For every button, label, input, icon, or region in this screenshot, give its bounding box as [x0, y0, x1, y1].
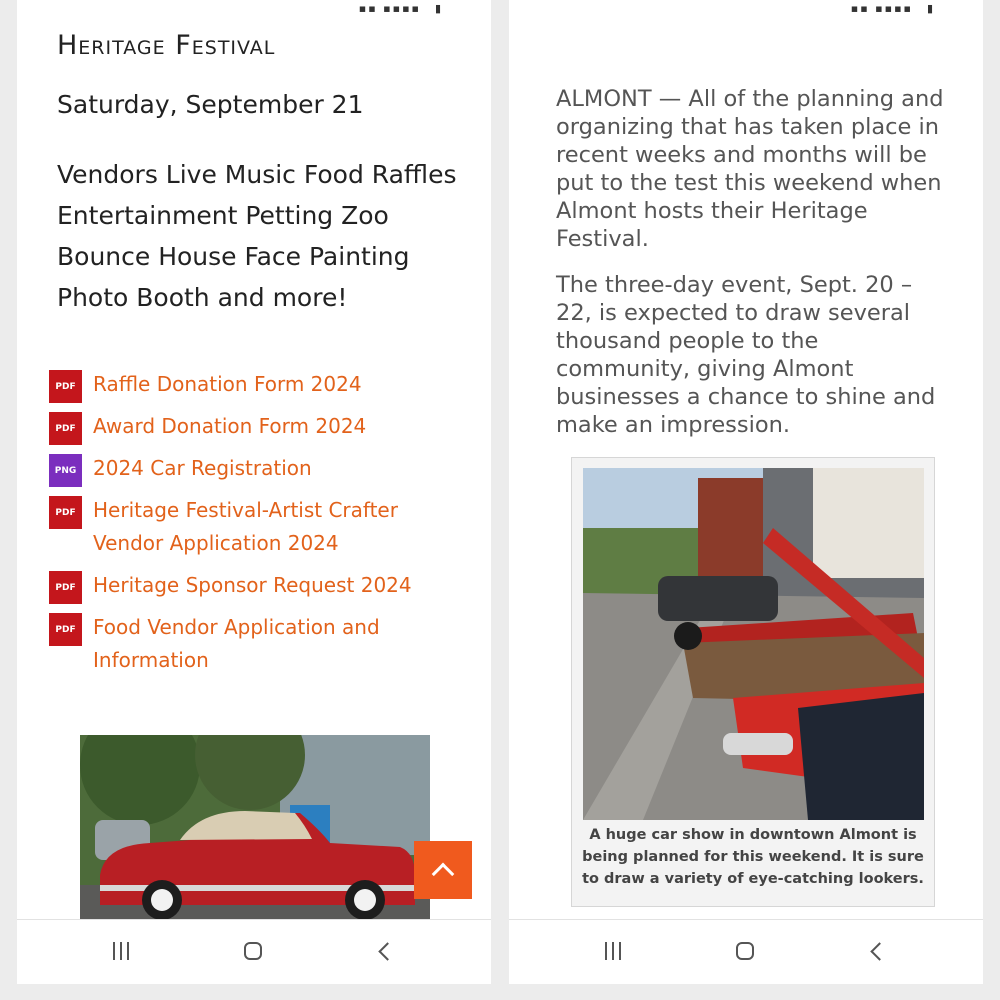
sponsor-request-link[interactable]: Heritage Sponsor Request 2024 [93, 573, 412, 597]
scroll-to-top-button[interactable] [414, 841, 472, 899]
pdf-file-icon: PDF [49, 571, 82, 604]
download-links-list [49, 368, 469, 686]
download-link-item [49, 452, 469, 485]
download-link-item [49, 569, 469, 602]
home-icon [244, 942, 262, 960]
car-registration-link[interactable]: 2024 Car Registration [93, 456, 312, 480]
recent-apps-button[interactable] [593, 938, 633, 968]
recent-apps-icon [612, 942, 614, 960]
home-icon [736, 942, 754, 960]
pdf-file-icon: PDF [49, 496, 82, 529]
back-button[interactable] [859, 938, 899, 968]
vintage-car-photo [80, 735, 430, 920]
download-link-item [49, 368, 469, 401]
event-date: Saturday, September 21 [57, 90, 364, 119]
event-activities: Vendors Live Music Food Raffles Entertainment Petting Zoo Bounce House Face Painting Photo Booth and more! [57, 160, 457, 312]
article-paragraph: ALMONT — All of the planning and organizing that has taken place in recent weeks and months will be put to the test this weekend when Almont hosts their Heritage Festival. [556, 86, 944, 252]
page-title: Heritage Festival [57, 30, 276, 61]
chevron-up-icon [432, 863, 455, 886]
photo-caption: A huge car show in downtown Almont is being planned for this weekend. It is sure to draw a variety of eye-catching lookers. [582, 827, 924, 887]
android-nav-bar [509, 919, 983, 984]
back-icon [870, 942, 888, 960]
status-bar [509, 0, 983, 20]
award-donation-form-link[interactable]: Award Donation Form 2024 [93, 414, 367, 438]
recent-apps-icon [113, 942, 115, 960]
article-body [556, 85, 946, 457]
recent-apps-icon [120, 942, 122, 960]
left-phone-screen [17, 0, 491, 984]
recent-apps-button[interactable] [101, 938, 141, 968]
car-show-photo [583, 468, 924, 820]
status-bar [17, 0, 491, 20]
signal-icon: ▪▪ ▪▪▪▪ [850, 2, 913, 15]
android-nav-bar [17, 919, 491, 984]
article-paragraph: The three-day event, Sept. 20 – 22, is expected to draw several thousand people to the community, giving Almont businesses a chance to shine and make an impression. [556, 272, 936, 438]
png-file-icon: PNG [49, 454, 82, 487]
download-link-item [49, 494, 469, 560]
pdf-file-icon: PDF [49, 412, 82, 445]
home-button[interactable] [726, 938, 766, 968]
artist-crafter-vendor-application-link[interactable]: Heritage Festival-Artist Crafter Vendor Application 2024 [93, 498, 398, 555]
recent-apps-icon [605, 942, 607, 960]
signal-icon: ▪▪ ▪▪▪▪ [358, 2, 421, 15]
article-figure [571, 457, 935, 907]
recent-apps-icon [619, 942, 621, 960]
battery-icon: ▮ [926, 2, 933, 15]
home-button[interactable] [234, 938, 274, 968]
pdf-file-icon: PDF [49, 613, 82, 646]
right-phone-screen [509, 0, 983, 984]
back-button[interactable] [367, 938, 407, 968]
back-icon [378, 942, 396, 960]
food-vendor-application-link[interactable]: Food Vendor Application and Information [93, 615, 380, 672]
recent-apps-icon [127, 942, 129, 960]
pdf-file-icon: PDF [49, 370, 82, 403]
download-link-item [49, 410, 469, 443]
raffle-donation-form-link[interactable]: Raffle Donation Form 2024 [93, 372, 362, 396]
download-link-item [49, 611, 469, 677]
battery-icon: ▮ [434, 2, 441, 15]
